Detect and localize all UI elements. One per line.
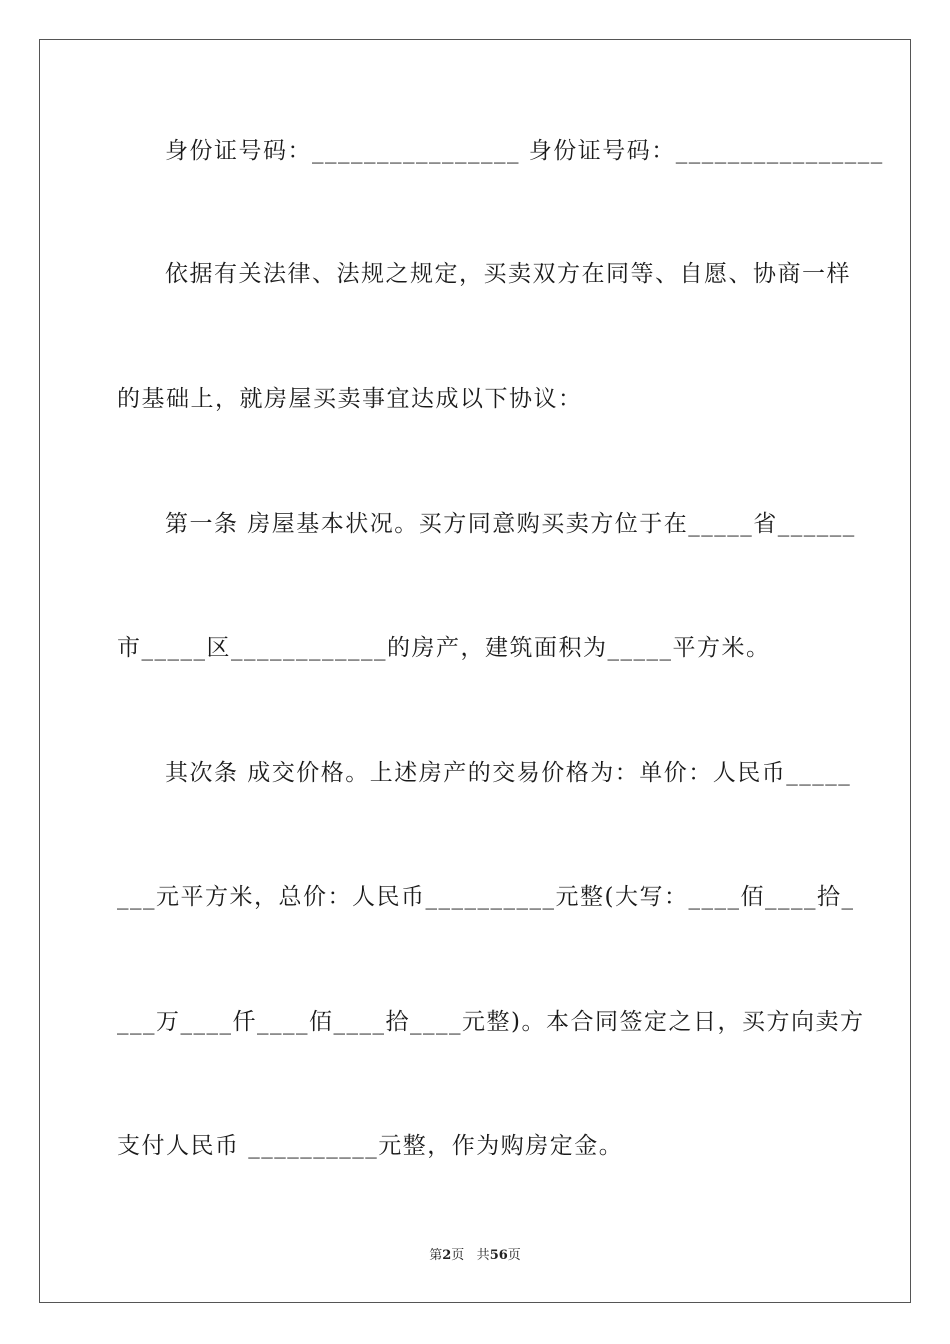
paragraph-intro-line-1: 依据有关法律、法规之规定，买卖双方在同等、自愿、协商一样 — [165, 261, 851, 287]
id-number-line: 身份证号码：________________ 身份证号码：________________ — [165, 138, 884, 164]
article-two-line-4: 支付人民币 __________元整，作为购房定金。 — [117, 1133, 624, 1159]
article-two-line-3: ___万____仟____佰____拾____元整)。本合同签定之日，买方向卖方 — [117, 1009, 865, 1035]
footer-page-prefix: 第 — [429, 1248, 443, 1263]
article-one-line-1: 第一条 房屋基本状况。买方同意购买卖方位于在_____省______ — [165, 511, 856, 537]
footer-total-pages: 56 — [489, 1248, 508, 1263]
footer-total-suffix: 页 — [507, 1248, 521, 1263]
article-two-line-1: 其次条 成交价格。上述房产的交易价格为：单价：人民币_____ — [165, 760, 852, 786]
footer-page-suffix: 页 — [451, 1248, 465, 1263]
footer-total-prefix: 共 — [476, 1248, 490, 1263]
article-one-line-2: 市_____区____________的房产，建筑面积为_____平方米。 — [117, 635, 771, 661]
footer-page-number: 2 — [442, 1248, 452, 1263]
page-footer — [0, 1247, 950, 1265]
paragraph-intro-line-2: 的基础上，就房屋买卖事宜达成以下协议： — [117, 386, 583, 412]
article-two-line-2: ___元平方米，总价：人民币__________元整(大写：____佰____拾_ — [117, 884, 855, 910]
page-frame — [39, 39, 911, 1303]
